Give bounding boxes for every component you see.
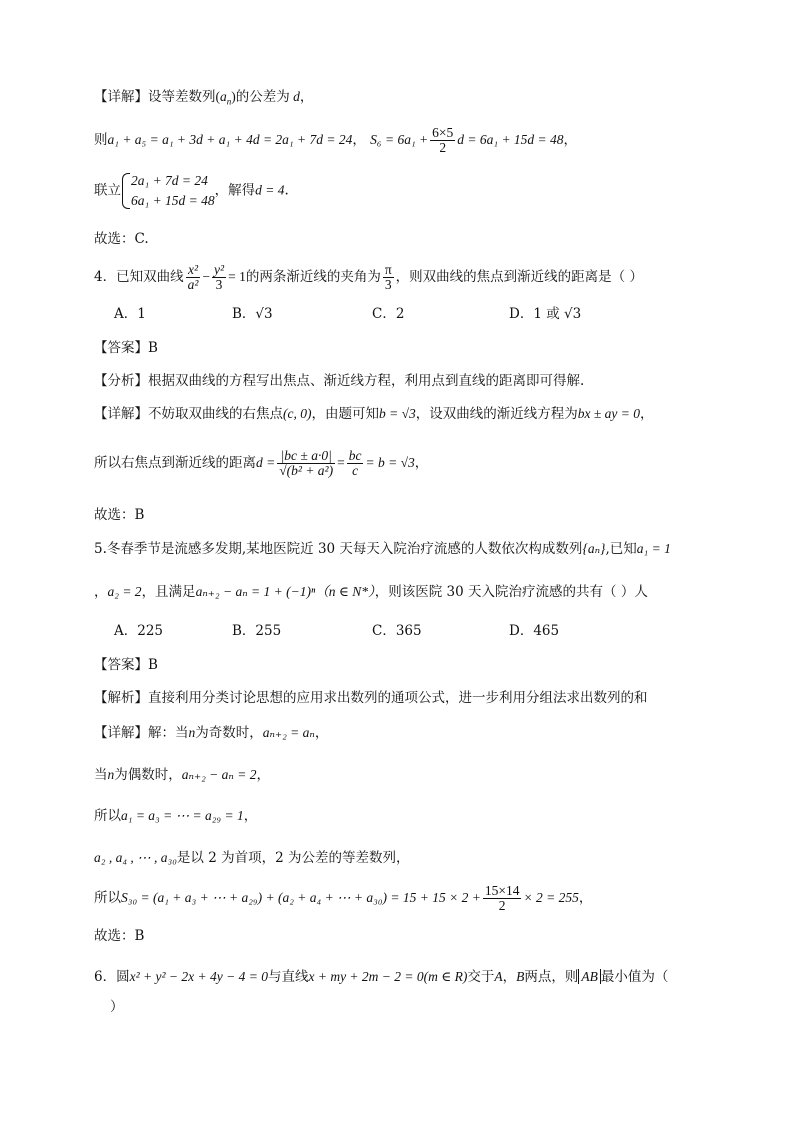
detail-tag: 【详解】 [94,406,148,422]
option-c: C．2 [372,306,405,322]
option-b: B．255 [232,623,282,639]
even-sequence-line: a₂ , a₄ , ⋯ , a₃₀是以 2 为首项，2 为公差的等差数列， [94,850,410,866]
section-tag: 【详解】 [94,89,148,105]
choose-line: 故选：B [94,507,145,523]
fraction: $\frac{6\times 5}{2}$ [432,125,454,155]
sum-line: 所以S₃₀ = (a₁ + a₃ + ⋯ + a₂₉) + (a₂ + a₄ + ⋯ + a₃₀) = 15 + 15 × 2 + $\frac{15\times 14}{2}$ × 2 = 255， [94,883,593,913]
choose-line: 故选：C. [94,231,149,247]
option-b: B．√3 [232,306,273,322]
even-case-line: 当n为偶数时，aₙ₊₂ − aₙ = 2， [94,767,270,783]
option-d: D．465 [509,623,560,639]
option-a: A．225 [114,623,164,639]
text: 设等差数列 [148,89,216,105]
question-6-cont: ） [110,999,124,1015]
question-6-stem: 6．圆x² + y² − 2x + 4y − 4 = 0与直线x + my + 2m − 2 = 0(m ∈ R)交于A，B两点，则 AB 最小值为（ [94,969,669,985]
analysis-line: 【解析】直接利用分类讨论思想的应用求出数列的通项公式，进一步利用分组法求出数列的和 [94,690,648,706]
analysis-tag: 【分析】 [94,373,148,389]
equation-system: 2a₁ + 7d = 24 6a₁ + 15d = 48 [121,171,215,211]
answer-line: 【答案】B [94,340,158,356]
detail-line-3: 联立 2a₁ + 7d = 24 6a₁ + 15d = 48 ，解得d = 4. [94,171,289,211]
answer-tag: 【答案】 [94,340,148,356]
option-c: C．365 [372,623,422,639]
question-5-stem: 5.冬春季节是流感多发期,某地医院近 30 天每天入院治疗流感的人数依次构成数列{aₙ},已知a₁ = 1 [94,541,671,557]
answer-tag: 【答案】 [94,657,148,673]
detail-line-1: 【详解】设等差数列$(a_n)$的公差为 d， [94,89,314,107]
detail-tag: 【详解】 [94,725,148,741]
detail-line: 【详解】不妨取双曲线的右焦点(c, 0)，由题可知b = √3，设双曲线的渐近线方程为bx ± ay = 0， [94,406,654,422]
detail-line: 【详解】解：当n为奇数时，aₙ₊₂ = aₙ， [94,725,329,741]
analysis-line: 【分析】根据双曲线的方程写出焦点、渐近线方程，利用点到直线的距离即可得解. [94,373,585,389]
question-4-stem: 4．已知双曲线 $\frac{\text{x²}}{\text{a²}}$ − $\frac{\text{y²}}{3}$ = 1的两条渐近线的夹角为 $\frac{\pi}{3}$ ，则双曲线的焦点到渐近线的距离是（ ） [94,262,643,292]
distance-line: 所以右焦点到渐近线的距离d = $\frac{|bc \pm a\cdot 0|}{\text{√(b² + a²)}}$ = $\frac{bc}{c}$ = b = √3， [94,448,429,478]
analysis-tag: 【解析】 [94,690,148,706]
detail-line-2: 则a₁ + a₅ = a₁ + 3d + a₁ + 4d = 2a₁ + 7d = 24， S₆ = 6a₁ + $\frac{6\times 5}{2}$ d = 6a₁ + 15d = 48， [94,125,578,155]
question-5-stem-2: ，a₂ = 2，且满足aₙ₊₂ − aₙ = 1 + (−1)ⁿ（n ∈ N*），则该医院 30 天入院治疗流感的共有（ ）人 [94,584,648,600]
odd-values-line: 所以a₁ = a₃ = ⋯ = a₂₉ = 1， [94,808,258,824]
answer-line: 【答案】B [94,657,158,673]
choose-line: 故选：B [94,928,145,944]
equation: a₁ + a₅ = a₁ + 3d + a₁ + 4d = 2a₁ + 7d = 24 [107,132,353,147]
option-a: A．1 [114,306,146,322]
option-d: D．1 或 √3 [509,306,582,322]
